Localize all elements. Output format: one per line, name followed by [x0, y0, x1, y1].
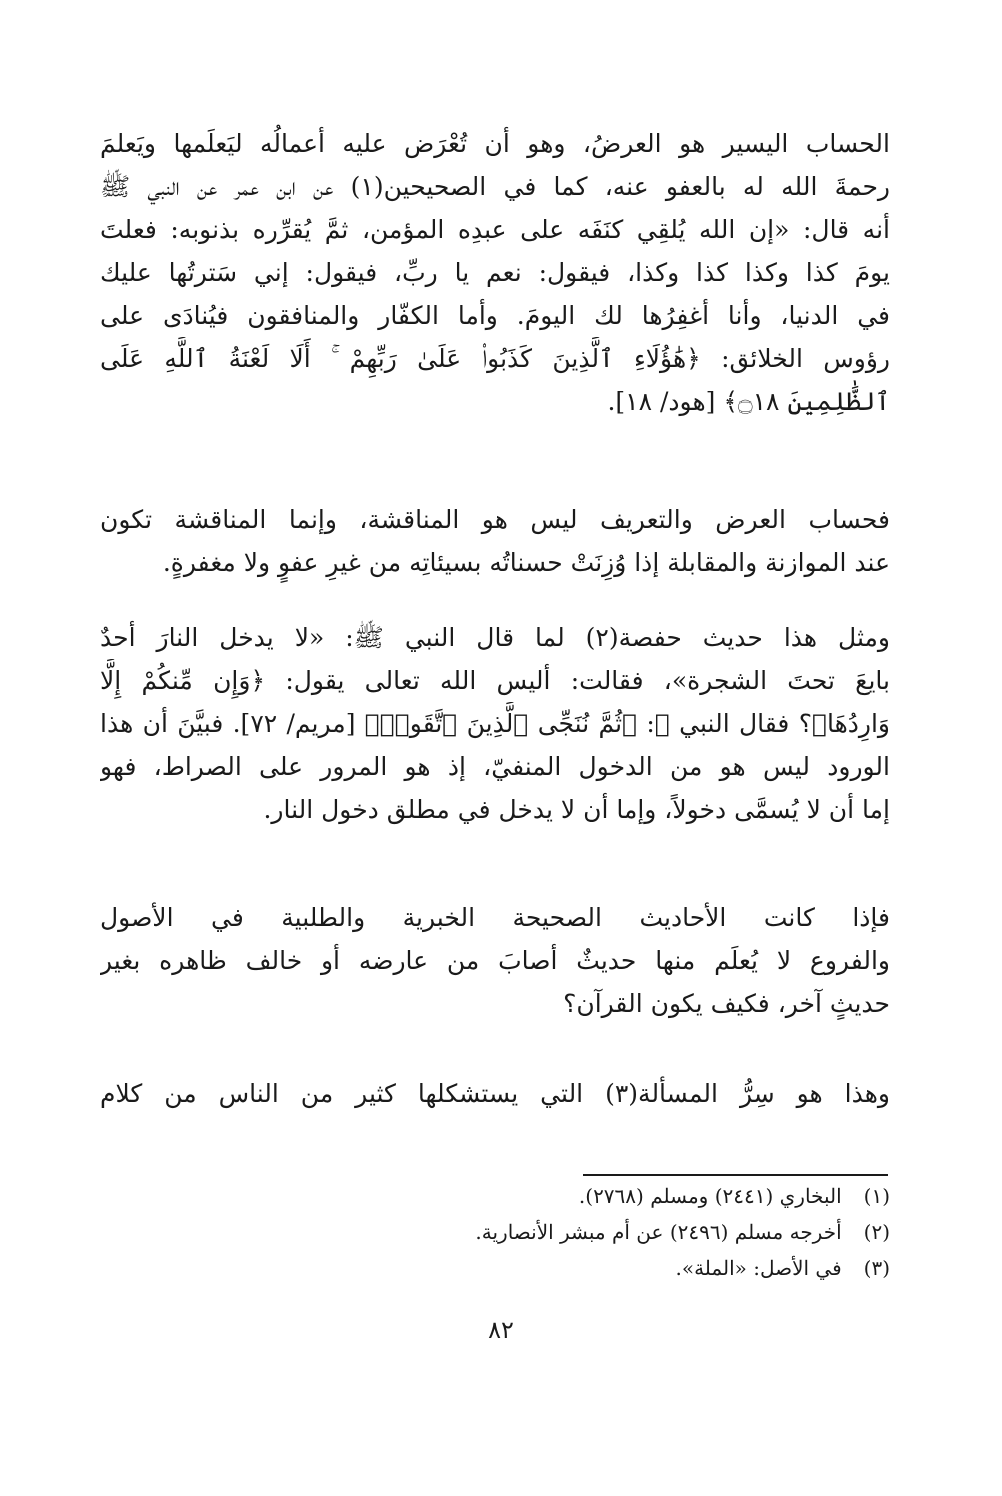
text-line: وَارِدُهَا﴾؟ فقال النبي ﷺ: ﴿ثُمَّ نُنَجِّى ٱلَّذِينَ ٱتَّقَوا۟﴾ [مريم/ ٧٢]. فبيَّنَ أن هذا — [100, 709, 890, 738]
text-line: وهذا هو سِرُّ المسألة(٣) التي يستشكلها كثير من الناس من كلام — [100, 1079, 890, 1108]
paragraph-4 — [100, 896, 890, 1025]
footnote-number: (٢) — [863, 1220, 890, 1244]
text-line: الورود ليس هو من الدخول المنفيّ، إذ هو المرور على الصراط، فهو — [100, 752, 890, 781]
footnote-separator — [583, 1174, 888, 1176]
text-line: يومَ كذا وكذا كذا وكذا، فيقول: نعم يا ربِّ، فيقول: إني سَترتُها عليك — [100, 258, 890, 287]
text-line: إما أن لا يُسمَّى دخولاً، وإما أن لا يدخل في مطلق دخول النار. — [263, 795, 890, 824]
text-line: بايعَ تحتَ الشجرة»، فقالت: أليس الله تعالى يقول: ﴿وَإِن مِّنكُمْ إِلَّا — [100, 666, 890, 695]
text-line: والفروع لا يُعلَم منها حديثٌ أصابَ من عارضه أو خالف ظاهره بغير — [100, 946, 890, 975]
paragraph-3 — [100, 616, 890, 831]
text-line: فحساب العرض والتعريف ليس هو المناقشة، وإنما المناقشة تكون — [100, 505, 890, 534]
footnotes — [300, 1178, 890, 1286]
paragraph-1 — [100, 122, 890, 423]
page-number: ٨٢ — [488, 1316, 514, 1344]
footnote-number: (٣) — [863, 1256, 890, 1280]
text-line: حديثٍ آخر، فكيف يكون القرآن؟ — [563, 989, 890, 1018]
text-line: ٱلظَّٰلِمِينَ ۝١٨﴾ [هود/ ١٨]. — [607, 387, 890, 416]
text-line: في الدنيا، وأنا أغفِرُها لك اليومَ. وأما الكفّار والمنافقون فيُنادَى على — [100, 301, 890, 330]
text-line: الحساب اليسير هو العرضُ، وهو أن تُعْرَض عليه أعمالُه ليَعلَمها ويَعلمَ — [100, 129, 890, 158]
footnote-2 — [300, 1214, 890, 1250]
paragraph-2 — [100, 498, 890, 584]
footnote-number: (١) — [863, 1184, 890, 1208]
text-line: عند الموازنة والمقابلة إذا وُزِنَتْ حسناتُه بسيئاتِه من غيرِ عفوٍ ولا مغفرةٍ. — [162, 548, 890, 577]
paragraph-5 — [100, 1072, 890, 1115]
text-line: فإذا كانت الأحاديث الصحيحة الخبرية والطلبية في الأصول — [100, 903, 890, 932]
footnote-1 — [300, 1178, 890, 1214]
text-line: رؤوس الخلائق: ﴿هَٰؤُلَاءِ ٱلَّذِينَ كَذَبُوا۟ عَلَىٰ رَبِّهِمْ ۚ أَلَا لَعْنَةُ ٱللَّهِ عَلَى — [100, 344, 890, 373]
footnote-text: البخاري (٢٤٤١) ومسلم (٢٧٦٨). — [578, 1184, 842, 1208]
text-line: رحمةَ الله له بالعفو عنه، كما في الصحيحين(١) عن ابن عمر عن النبي ﷺ — [100, 172, 890, 201]
text-line: أنه قال: «إن الله يُلقِي كنَفَه على عبدِه المؤمن، ثمَّ يُقرِّره بذنوبه: فعلتَ — [100, 215, 890, 244]
footnote-3 — [300, 1250, 890, 1286]
text-line: ومثل هذا حديث حفصة(٢) لما قال النبي ﷺ: «لا يدخل النارَ أحدٌ — [100, 623, 890, 652]
footnote-text: أخرجه مسلم (٢٤٩٦) عن أم مبشر الأنصارية. — [475, 1220, 842, 1244]
footnote-text: في الأصل: «الملة». — [675, 1256, 842, 1280]
